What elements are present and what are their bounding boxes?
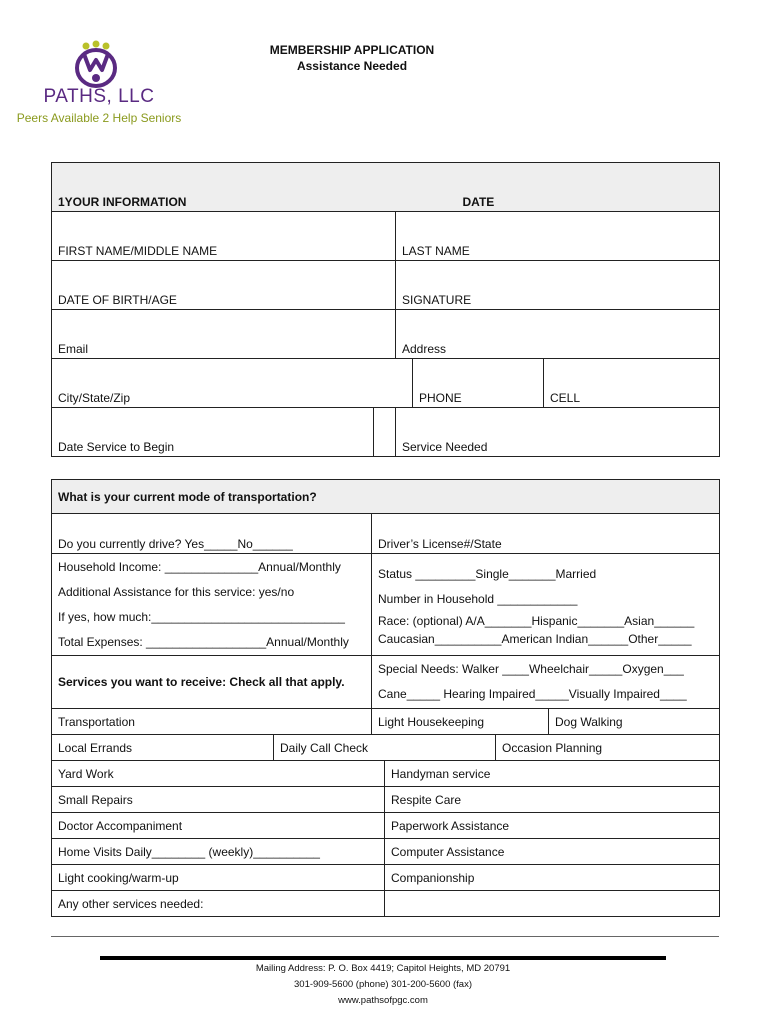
spacer-cell — [374, 408, 396, 457]
number-household-field[interactable]: Number in Household ____________ — [378, 591, 578, 606]
cell-field[interactable]: CELL — [544, 359, 720, 408]
local-errands-option[interactable]: Local Errands — [52, 735, 274, 761]
website-link[interactable]: www.pathsofpgc.com — [338, 995, 428, 1006]
last-name-field[interactable]: LAST NAME — [396, 212, 720, 261]
footer-divider — [51, 936, 719, 937]
occasion-planning-option[interactable]: Occasion Planning — [496, 735, 720, 761]
handyman-option[interactable]: Handyman service — [385, 761, 720, 787]
date-of-birth-field[interactable]: DATE OF BIRTH/AGE — [52, 261, 396, 310]
companionship-option[interactable]: Companionship — [385, 865, 720, 891]
total-expenses-field[interactable]: Total Expenses: __________________Annual/Monthly — [58, 634, 349, 649]
email-field[interactable]: Email — [52, 310, 396, 359]
doctor-accompaniment-option[interactable]: Doctor Accompaniment — [52, 813, 385, 839]
income-cell — [52, 554, 372, 656]
document-title: MEMBERSHIP APPLICATION — [269, 43, 435, 57]
daily-call-check-option[interactable]: Daily Call Check — [274, 735, 496, 761]
computer-assistance-option[interactable]: Computer Assistance — [385, 839, 720, 865]
drive-question-field[interactable]: Do you currently drive? Yes_____No______ — [52, 514, 372, 554]
status-field[interactable]: Status _________Single_______Married — [378, 566, 597, 581]
your-information-table — [51, 162, 720, 457]
phone-fax: 301-909-5600 (phone) 301-200-5600 (fax) — [294, 979, 472, 990]
services-heading: Services you want to receive: Check all that apply. — [52, 656, 372, 709]
cane-hearing-visual-field[interactable]: Cane_____ Hearing Impaired_____Visually Impaired____ — [378, 687, 687, 701]
document-subtitle: Assistance Needed — [296, 59, 408, 73]
mailing-address: Mailing Address: P. O. Box 4419; Capitol Heights, MD 20791 — [255, 963, 511, 974]
date-service-begin-field[interactable]: Date Service to Begin — [52, 408, 374, 457]
people-grapes-logo-icon — [68, 40, 124, 90]
special-needs-field[interactable]: Special Needs: Walker ____Wheelchair_____Oxygen___ — [378, 662, 684, 676]
home-visits-option[interactable]: Home Visits Daily________ (weekly)__________ — [52, 839, 385, 865]
dog-walking-option[interactable]: Dog Walking — [549, 709, 720, 735]
city-state-zip-field[interactable]: City/State/Zip — [52, 359, 413, 408]
small-repairs-option[interactable]: Small Repairs — [52, 787, 385, 813]
address-field[interactable]: Address — [396, 310, 720, 359]
brand-name: PATHS, LLC — [43, 86, 155, 107]
other-services-label: Any other services needed: — [52, 891, 385, 917]
status-cell — [372, 554, 720, 656]
yard-work-option[interactable]: Yard Work — [52, 761, 385, 787]
signature-field[interactable]: SIGNATURE — [396, 261, 720, 310]
phone-field[interactable]: PHONE — [413, 359, 544, 408]
service-needed-field[interactable]: Service Needed — [396, 408, 720, 457]
date-label: DATE — [462, 195, 495, 209]
footer-rule — [100, 956, 666, 960]
assistance-amount-field[interactable]: If yes, how much:_____________________________ — [58, 609, 345, 624]
your-information-header — [52, 163, 720, 212]
light-housekeeping-option[interactable]: Light Housekeeping — [372, 709, 549, 735]
race-field-line1[interactable]: Race: (optional) A/A_______Hispanic_______Asian______ — [378, 613, 695, 628]
race-field-line2[interactable]: Caucasian__________American Indian______Other_____ — [378, 631, 692, 646]
light-cooking-option[interactable]: Light cooking/warm-up — [52, 865, 385, 891]
your-information-label: 1YOUR INFORMATION — [58, 195, 187, 209]
services-table — [51, 479, 720, 917]
transport-question: What is your current mode of transportation? — [52, 480, 720, 514]
transportation-option[interactable]: Transportation — [52, 709, 372, 735]
document-title-block — [220, 42, 484, 74]
brand-tagline: Peers Available 2 Help Seniors — [16, 111, 182, 125]
special-needs-cell — [372, 656, 720, 709]
drivers-license-field[interactable]: Driver’s License#/State — [372, 514, 720, 554]
household-income-field[interactable]: Household Income: ______________Annual/Monthly — [58, 559, 341, 574]
paperwork-assistance-option[interactable]: Paperwork Assistance — [385, 813, 720, 839]
first-middle-name-field[interactable]: FIRST NAME/MIDDLE NAME — [52, 212, 396, 261]
additional-assistance-field[interactable]: Additional Assistance for this service: yes/no — [58, 584, 295, 599]
other-services-field[interactable] — [385, 891, 720, 917]
respite-care-option[interactable]: Respite Care — [385, 787, 720, 813]
